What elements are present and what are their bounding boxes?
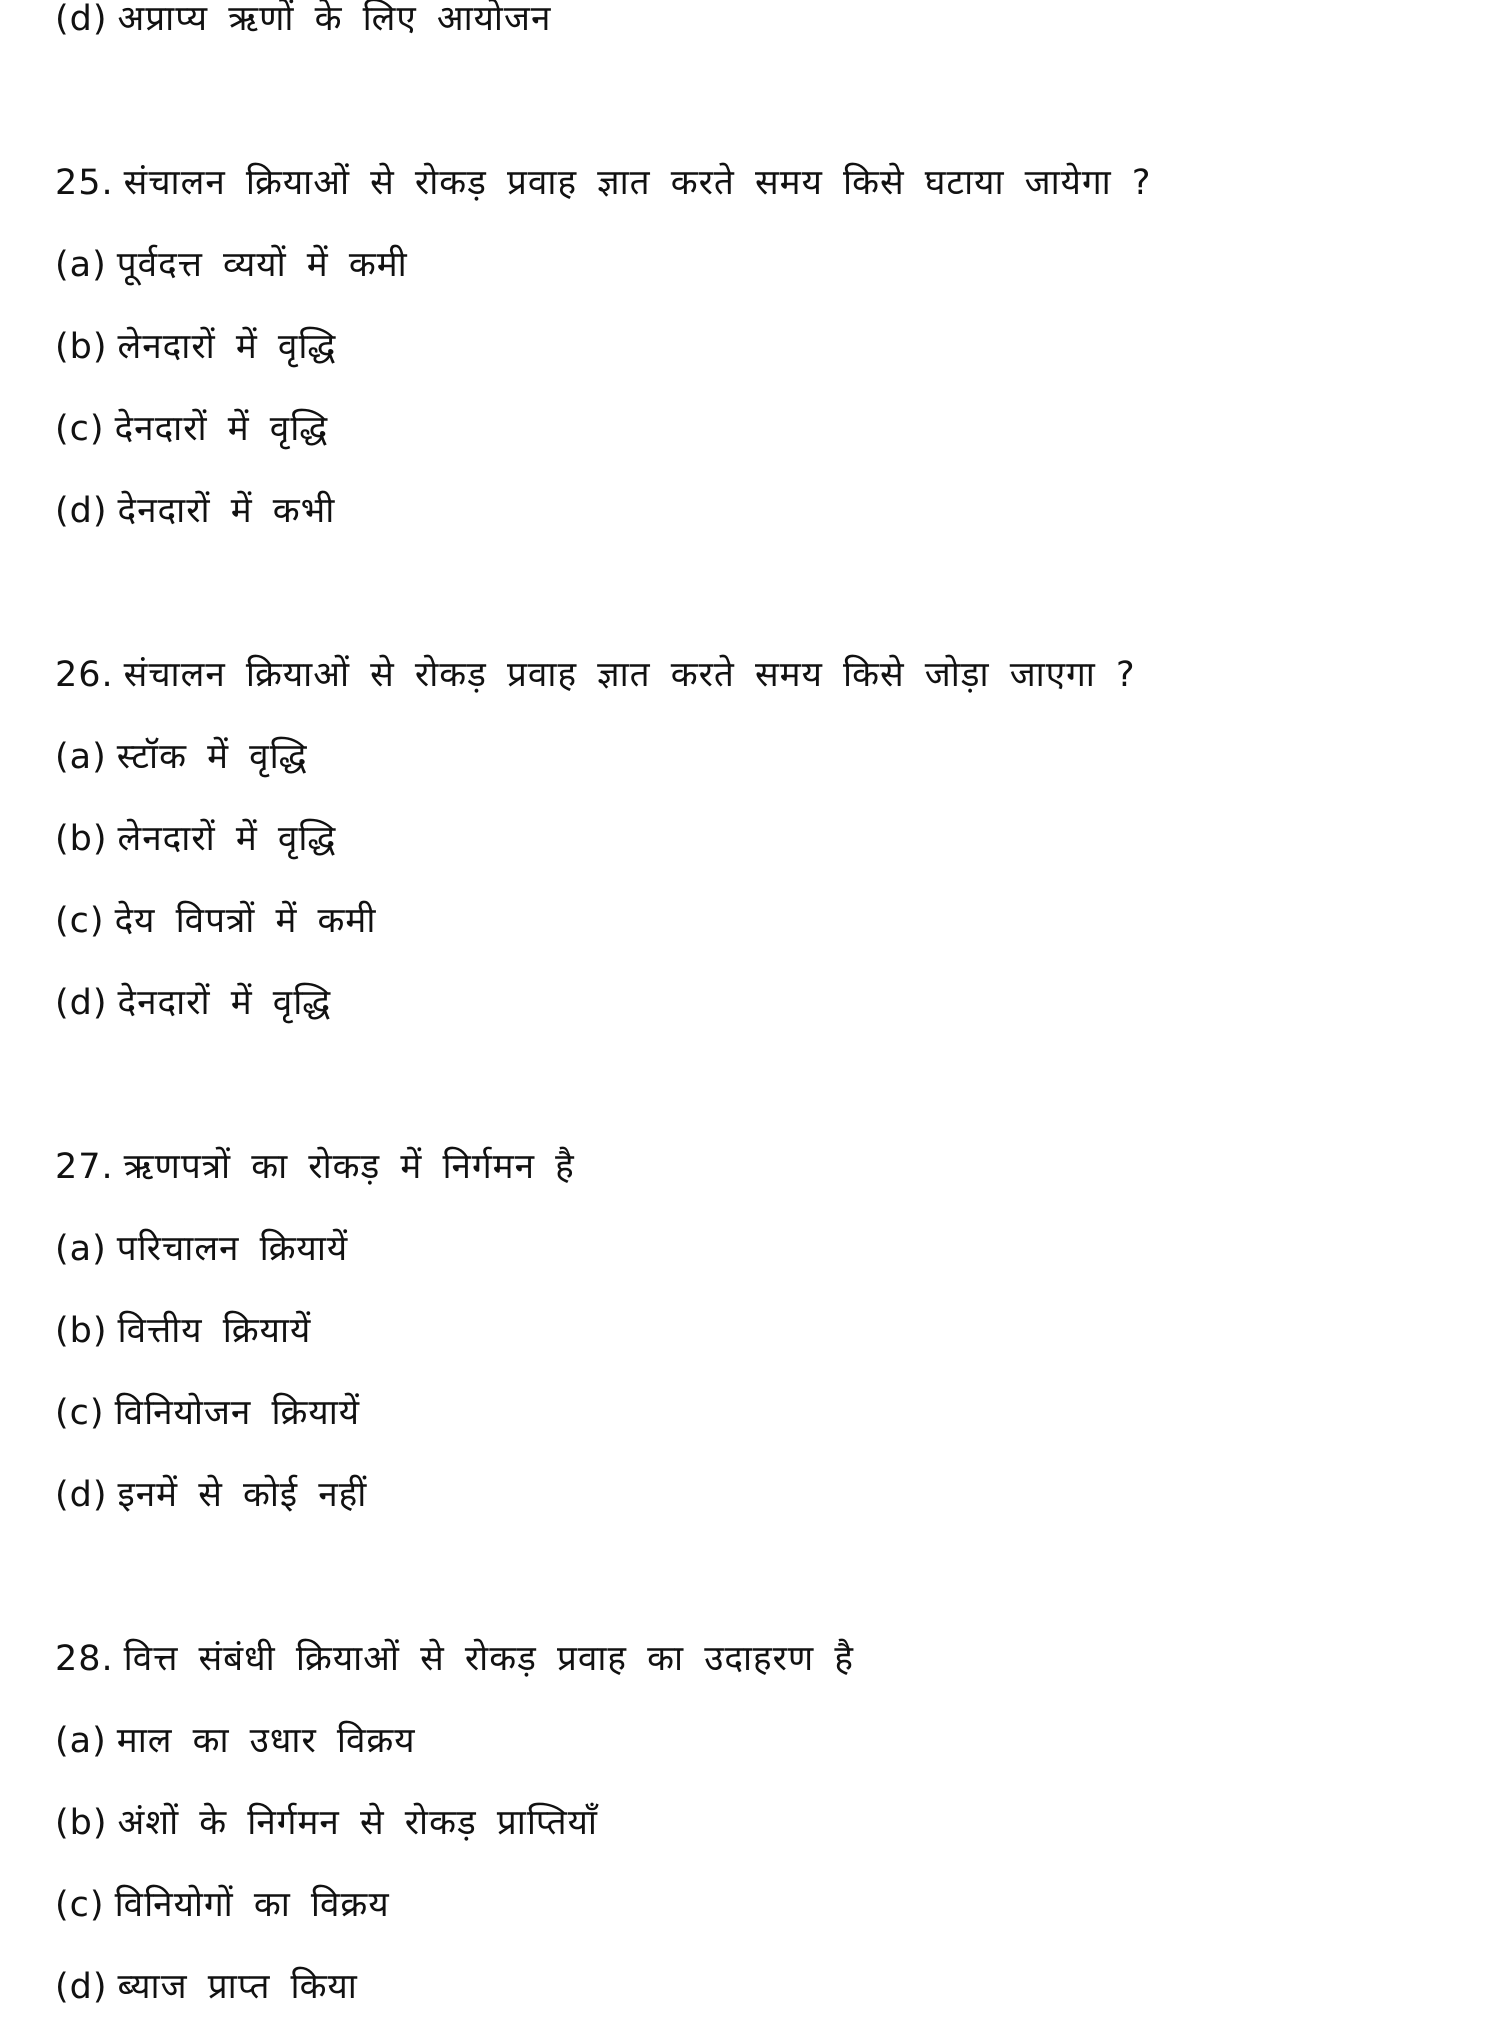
question-25 <box>55 158 1151 208</box>
option-text: ब्याज प्राप्त किया <box>117 1967 358 2007</box>
q27-option-c <box>55 1388 360 1438</box>
q25-option-a <box>55 240 408 290</box>
q25-option-b <box>55 322 336 372</box>
option-label: (c) <box>55 409 105 449</box>
option-text: पूर्वदत्त व्ययों में कमी <box>116 245 408 285</box>
question-text: ऋणपत्रों का रोकड़ में निर्गमन है <box>123 1147 575 1187</box>
question-26 <box>55 650 1136 700</box>
option-label: (b) <box>55 819 108 859</box>
option-text: देय विपत्रों में कमी <box>114 901 377 941</box>
q25-option-d <box>55 486 335 536</box>
option-text: लेनदारों में वृद्धि <box>117 327 337 367</box>
q27-option-b <box>55 1306 311 1356</box>
q28-option-a <box>55 1716 416 1766</box>
q26-option-c <box>55 896 376 946</box>
option-text: देनदारों में वृद्धि <box>114 409 329 449</box>
option-label: (a) <box>55 1721 107 1761</box>
q27-option-a <box>55 1224 348 1274</box>
option-text: लेनदारों में वृद्धि <box>117 819 337 859</box>
option-text: वित्तीय क्रियायें <box>117 1311 312 1351</box>
option-label: (b) <box>55 1803 108 1843</box>
question-27 <box>55 1142 575 1192</box>
q28-option-c <box>55 1880 390 1930</box>
option-text: विनियोगों का विक्रय <box>114 1885 390 1925</box>
option-label: (a) <box>55 737 107 777</box>
question-text: संचालन क्रियाओं से रोकड़ प्रवाह ज्ञात करते समय किसे जोड़ा जाएगा ? <box>123 655 1136 695</box>
option-text: देनदारों में वृद्धि <box>117 983 332 1023</box>
option-text: अंशों के निर्गमन से रोकड़ प्राप्तियाँ <box>117 1803 598 1843</box>
q28-option-d <box>55 1962 358 2012</box>
option-text: विनियोजन क्रियायें <box>114 1393 361 1433</box>
option-text: इनमें से कोई नहीं <box>117 1475 368 1515</box>
option-label: (c) <box>55 1393 105 1433</box>
option-label: (a) <box>55 1229 107 1269</box>
option-label: (d) <box>55 1967 108 2007</box>
question-28 <box>55 1634 854 1684</box>
option-label: (a) <box>55 245 107 285</box>
option-label: (b) <box>55 327 108 367</box>
option-label: (b) <box>55 1311 108 1351</box>
option-label: (d) <box>55 1475 108 1515</box>
question-number: 28. <box>55 1639 114 1679</box>
question-number: 26. <box>55 655 114 695</box>
question-text: संचालन क्रियाओं से रोकड़ प्रवाह ज्ञात करते समय किसे घटाया जायेगा ? <box>123 163 1152 203</box>
option-text: अप्राप्य ऋणों के लिए आयोजन <box>117 0 552 39</box>
option-text: देनदारों में कभी <box>117 491 336 531</box>
q27-option-d <box>55 1470 367 1520</box>
option-label: (d) <box>55 0 108 39</box>
q26-option-a <box>55 732 308 782</box>
q25-option-c <box>55 404 328 454</box>
question-text: वित्त संबंधी क्रियाओं से रोकड़ प्रवाह का उदाहरण है <box>123 1639 854 1679</box>
option-label: (d) <box>55 983 108 1023</box>
q26-option-b <box>55 814 336 864</box>
option-label: (c) <box>55 901 105 941</box>
q28-option-b <box>55 1798 598 1848</box>
q26-option-d <box>55 978 331 1028</box>
question-number: 27. <box>55 1147 114 1187</box>
previous-option-d <box>55 0 551 44</box>
option-text: परिचालन क्रियायें <box>116 1229 349 1269</box>
option-text: स्टॉक में वृद्धि <box>116 737 308 777</box>
question-number: 25. <box>55 163 114 203</box>
option-label: (c) <box>55 1885 105 1925</box>
option-label: (d) <box>55 491 108 531</box>
option-text: माल का उधार विक्रय <box>116 1721 416 1761</box>
